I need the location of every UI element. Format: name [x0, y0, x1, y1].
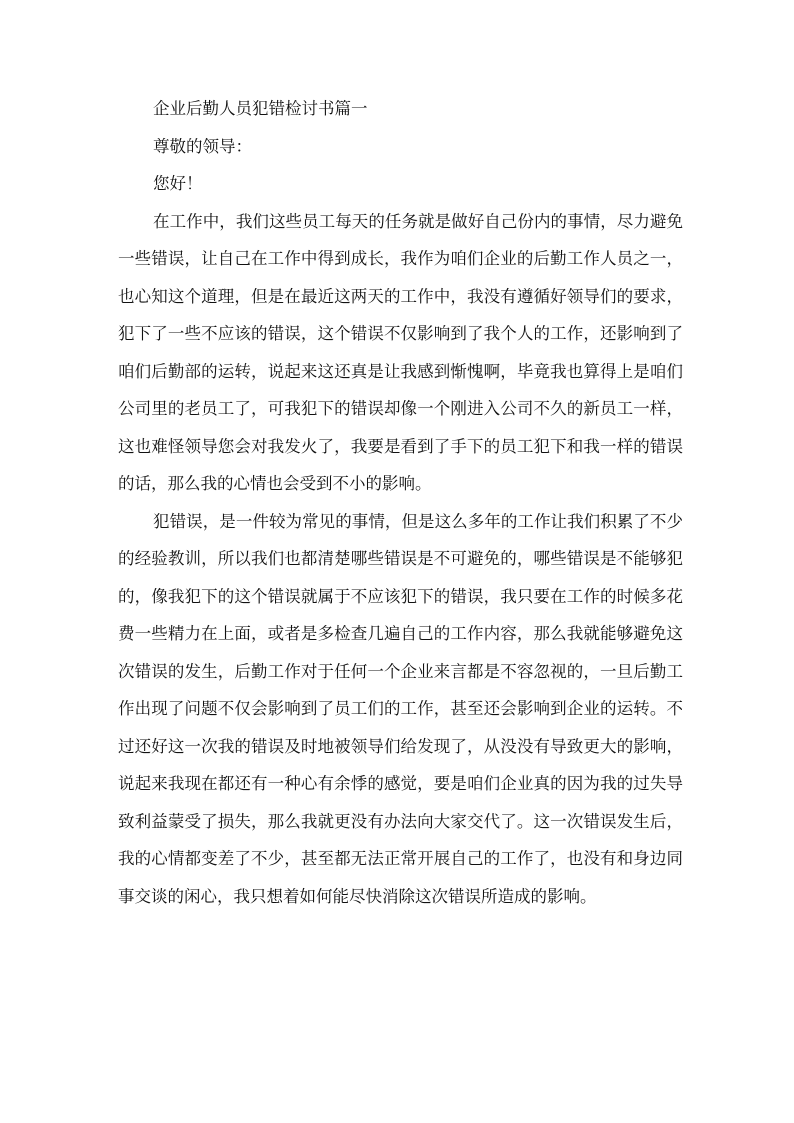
greeting: 您好！: [153, 174, 203, 193]
body-paragraph-1: 在工作中，我们这些员工每天的任务就是做好自己份内的事情，尽力避免一些错误，让自己在工作中得到成长，我作为咱们企业的后勤工作人员之一，也心知这个道理，但是在最近这两天的工作中，我没有遵循好领导们的要求，犯下了一些不应该的错误，这个错误不仅影响到了我个人的工作，还影响到了咱们后勤部的运转，说起来这还真是让我感到惭愧啊，毕竟我也算得上是咱们公司里的老员工了，可我犯下的错误却像一个刚进入公司不久的新员工一样，这也难怪领导您会对我发火了，我要是看到了手下的员工犯下和我一样的错误的话，那么我的心情也会受到不小的影响。: [118, 211, 683, 493]
document-title: 企业后勤人员犯错检讨书篇一: [153, 99, 368, 118]
body-paragraph-2: 犯错误，是一件较为常见的事情，但是这么多年的工作让我们积累了不少的经验教训，所以我们也都清楚哪些错误是不可避免的，哪些错误是不能够犯的，像我犯下的这个错误就属于不应该犯下的错误，我只要在工作的时候多花费一些精力在上面，或者是多检查几遍自己的工作内容，那么我就能够避免这次错误的发生，后勤工作对于任何一个企业来言都是不容忽视的，一旦后勤工作出现了问题不仅会影响到了员工们的工作，甚至还会影响到企业的运转。不过还好这一次我的错误及时地被领导们给发现了，从没没有导致更大的影响，说起来我现在都还有一种心有余悸的感觉，要是咱们企业真的因为我的过失导致利益蒙受了损失，那么我就更没有办法向大家交代了。这一次错误发生后，我的心情都变差了不少，甚至都无法正常开展自己的工作了，也没有和身边同事交谈的闲心，我只想着如何能尽快消除这次错误所造成的影响。: [118, 511, 683, 906]
salutation: 尊敬的领导：: [153, 136, 252, 156]
document-body: [118, 90, 683, 915]
